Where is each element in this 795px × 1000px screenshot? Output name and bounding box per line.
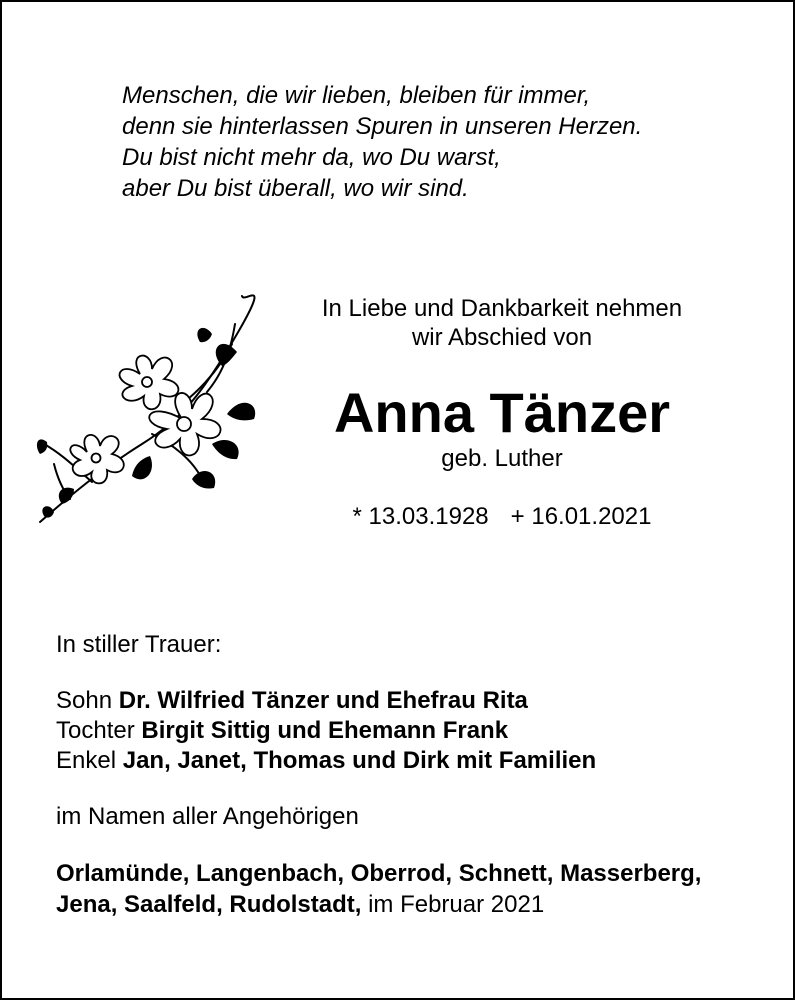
poem-line: denn sie hinterlassen Spuren in unseren Herzen.	[122, 113, 643, 140]
on-behalf-text: im Namen aller Angehörigen	[56, 803, 359, 830]
family-entry	[56, 746, 596, 776]
maiden-name: geb. Luther	[441, 445, 563, 472]
family-names: Dr. Wilfried Tänzer und Ehefrau Rita	[118, 687, 528, 714]
family-list	[56, 686, 596, 776]
poem-line: Menschen, die wir lieben, bleiben für immer,	[122, 82, 591, 109]
places-line: Orlamünde, Langenbach, Oberrod, Schnett, Masserberg,	[56, 860, 702, 887]
life-dates	[287, 502, 717, 532]
poem	[122, 80, 642, 204]
birth-date: * 13.03.1928	[352, 503, 489, 530]
family-relation: Enkel	[56, 747, 117, 774]
death-date: + 16.01.2021	[510, 503, 652, 530]
farewell-intro	[287, 294, 717, 352]
family-names: Jan, Janet, Thomas und Dirk mit Familien	[122, 747, 597, 774]
family-relation: Sohn	[56, 687, 113, 714]
flower-branch-icon	[32, 294, 260, 526]
places-line: Jena, Saalfeld, Rudolstadt,	[56, 891, 362, 918]
family-entry	[56, 716, 596, 746]
family-entry	[56, 686, 596, 716]
family-names: Birgit Sittig und Ehemann Frank	[141, 717, 509, 744]
poem-line: aber Du bist überall, wo wir sind.	[122, 175, 469, 202]
poem-line: Du bist nicht mehr da, wo Du warst,	[122, 144, 501, 171]
farewell-intro-line: wir Abschied von	[411, 324, 593, 351]
places-and-date	[56, 858, 701, 920]
mourning-heading: In stiller Trauer:	[56, 631, 222, 658]
deceased-name: Anna Tänzer	[333, 381, 671, 444]
family-relation: Tochter	[56, 717, 135, 744]
farewell-intro-line: In Liebe und Dankbarkeit nehmen	[321, 295, 683, 322]
date-line: im Februar 2021	[368, 891, 545, 918]
